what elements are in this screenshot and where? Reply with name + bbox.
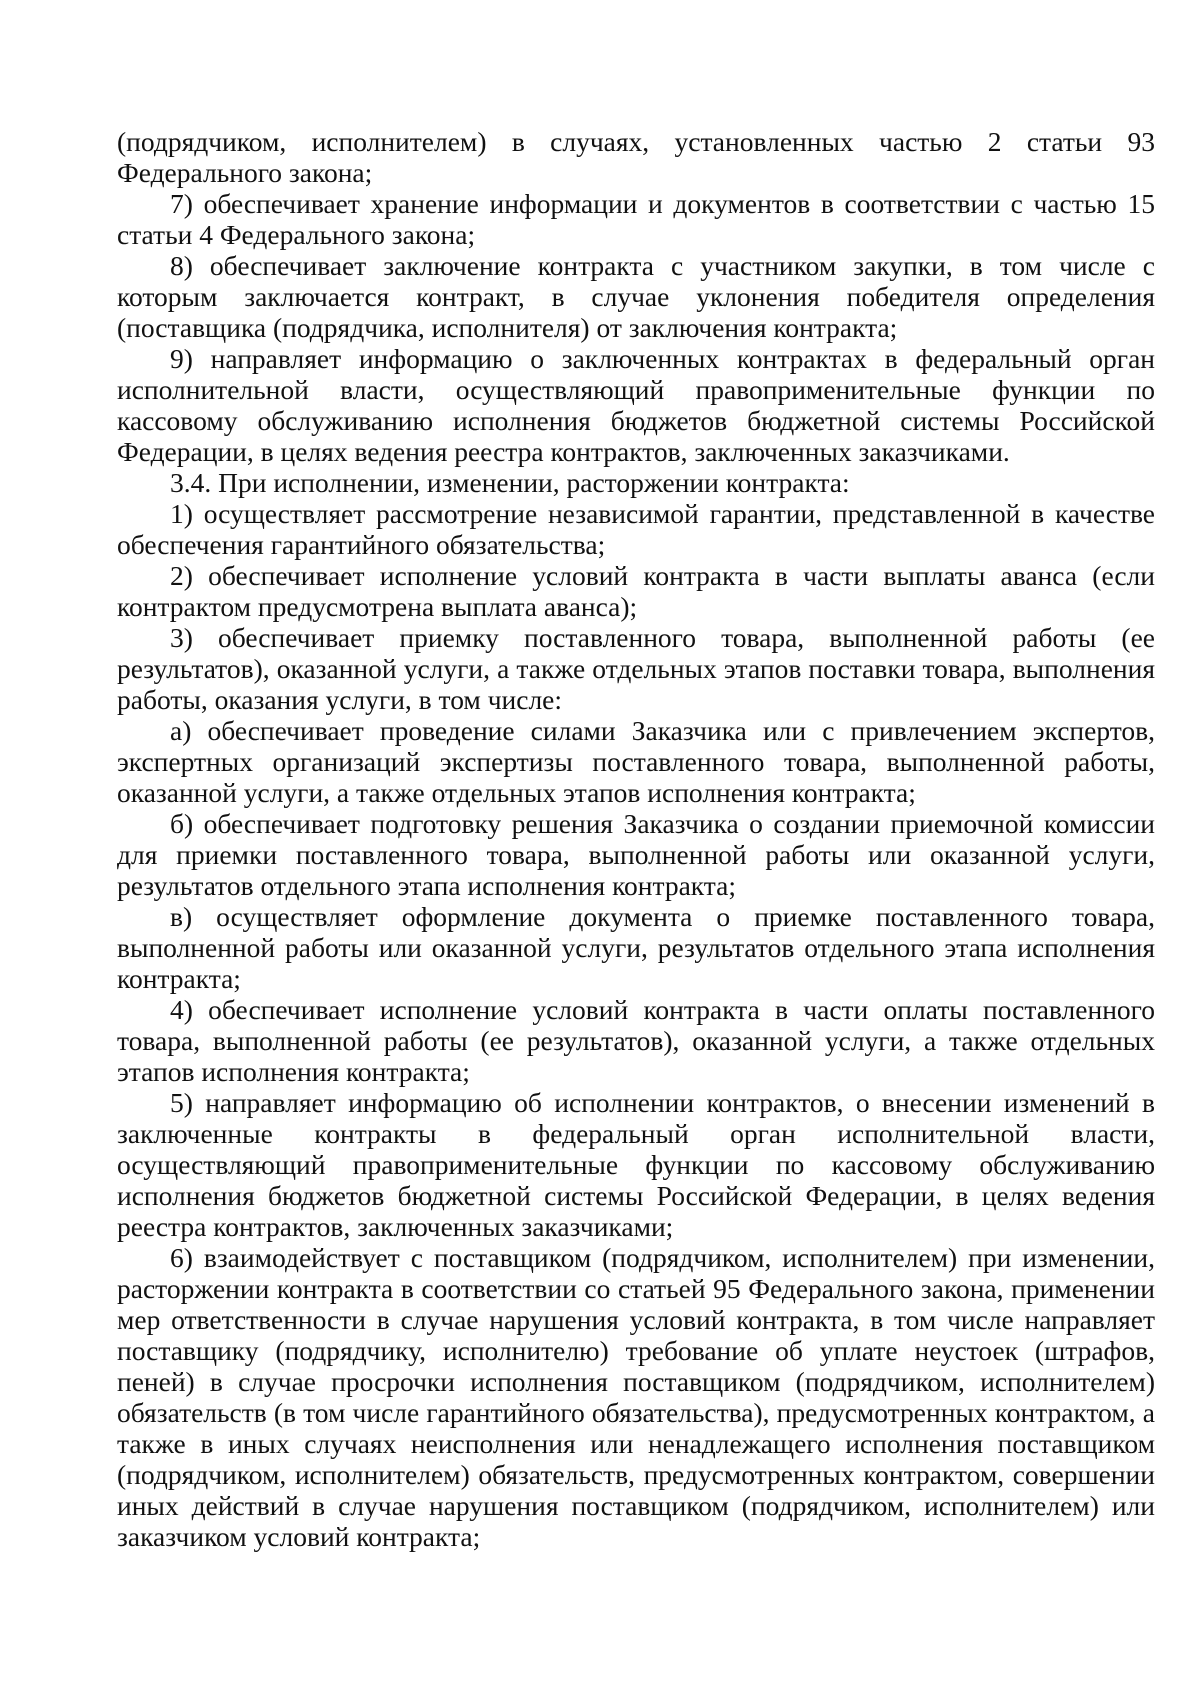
paragraph-continuation: (подрядчиком, исполнителем) в случаях, установленных частью 2 статьи 93 Федерального закона; xyxy=(117,126,1155,188)
paragraph-item-5: 5) направляет информацию об исполнении контрактов, о внесении изменений в заключенные контракты в федеральный орган исполнительной власти, осуществляющий правоприменительные функции по кассовому обслуживанию исполнения бюджетов бюджетной системы Российской Федерации, в целях ведения реестра контрактов, заключенных заказчиками; xyxy=(117,1087,1155,1242)
paragraph-item-9: 9) направляет информацию о заключенных контрактах в федеральный орган исполнительной власти, осуществляющий правоприменительные функции по кассовому обслуживанию исполнения бюджетов бюджетной системы Российской Федерации, в целях ведения реестра контрактов, заключенных заказчиками. xyxy=(117,343,1155,467)
paragraph-item-6: 6) взаимодействует с поставщиком (подрядчиком, исполнителем) при изменении, расторжении контракта в соответствии со статьей 95 Федерального закона, применении мер ответственности в случае нарушения условий контракта, в том числе направляет поставщику (подрядчику, исполнителю) требование об уплате неустоек (штрафов, пеней) в случае просрочки исполнения поставщиком (подрядчиком, исполнителем) обязательств (в том числе гарантийного обязательства), предусмотренных контрактом, а также в иных случаях неисполнения или ненадлежащего исполнения поставщиком (подрядчиком, исполнителем) обязательств, предусмотренных контрактом, совершении иных действий в случае нарушения поставщиком (подрядчиком, исполнителем) или заказчиком условий контракта; xyxy=(117,1242,1155,1552)
document-page xyxy=(117,126,1155,1552)
paragraph-subitem-v: в) осуществляет оформление документа о приемке поставленного товара, выполненной работы или оказанной услуги, результатов отдельного этапа исполнения контракта; xyxy=(117,901,1155,994)
paragraph-item-2: 2) обеспечивает исполнение условий контракта в части выплаты аванса (если контрактом предусмотрена выплата аванса); xyxy=(117,560,1155,622)
paragraph-subitem-b: б) обеспечивает подготовку решения Заказчика о создании приемочной комиссии для приемки поставленного товара, выполненной работы или оказанной услуги, результатов отдельного этапа исполнения контракта; xyxy=(117,808,1155,901)
paragraph-item-3: 3) обеспечивает приемку поставленного товара, выполненной работы (ее результатов), оказанной услуги, а также отдельных этапов поставки товара, выполнения работы, оказания услуги, в том числе: xyxy=(117,622,1155,715)
paragraph-item-8: 8) обеспечивает заключение контракта с участником закупки, в том числе с которым заключается контракт, в случае уклонения победителя определения (поставщика (подрядчика, исполнителя) от заключения контракта; xyxy=(117,250,1155,343)
section-heading-3-4: 3.4. При исполнении, изменении, расторжении контракта: xyxy=(170,467,850,498)
paragraph-item-1: 1) осуществляет рассмотрение независимой гарантии, представленной в качестве обеспечения гарантийного обязательства; xyxy=(117,498,1155,560)
paragraph-item-4: 4) обеспечивает исполнение условий контракта в части оплаты поставленного товара, выполненной работы (ее результатов), оказанной услуги, а также отдельных этапов исполнения контракта; xyxy=(117,994,1155,1087)
paragraph-subitem-a: а) обеспечивает проведение силами Заказчика или с привлечением экспертов, экспертных организаций экспертизы поставленного товара, выполненной работы, оказанной услуги, а также отдельных этапов исполнения контракта; xyxy=(117,715,1155,808)
paragraph-item-7: 7) обеспечивает хранение информации и документов в соответствии с частью 15 статьи 4 Федерального закона; xyxy=(117,188,1155,250)
